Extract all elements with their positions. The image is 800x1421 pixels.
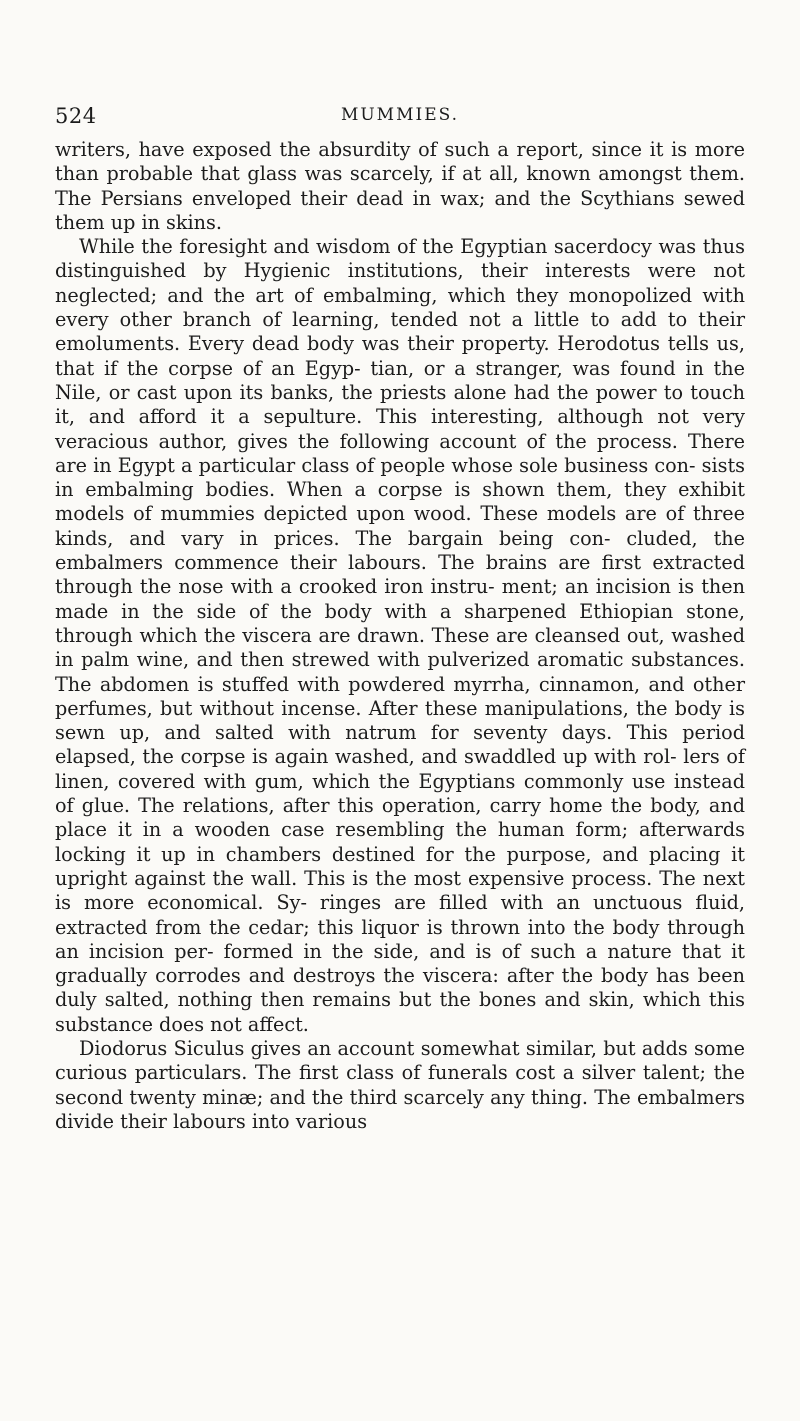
paragraph-embalming: While the foresight and wisdom of the Egyptian sacerdocy was thus distinguished by Hygienic institutions, their interests were not neglected; and the art of embalming, which they monopolized with every other branch of learning, tended not a little to add to their emoluments. Every dead body was their property. Herodotus tells us, that if the corpse of an Egyp- tian, or a stranger, was found in the Nile, or cast upon its banks, the priests alone had the power to touch it, and afford it a sepulture. This interesting, although not very veracious author, gives the following account of the process. There are in Egypt a particular class of people whose sole business con- sists in embalming bodies. When a corpse is shown them, they exhibit models of mummies depicted upon wood. These models are of three kinds, and vary in prices. The bargain being con- cluded, the embalmers commence their labours. The brains are first extracted through the nose with a crooked iron instru- ment; an incision is then made in the side of the body with a sharpened Ethiopian stone, through which the viscera are drawn. These are cleansed out, washed in palm wine, and then strewed with pulverized aromatic substances. The abdomen is stuffed with powdered myrrha, cinnamon, and other perfumes, but without incense. After these manipulations, the body is sewn up, and salted with natrum for seventy days. This period elapsed, the corpse is again washed, and swaddled up with rol- lers of linen, covered with gum, which the Egyptians commonly use instead of glue. The relations, after this operation, carry home the body, and place it in a wooden case resembling the human form; afterwards locking it up in chambers destined for the purpose, and placing it upright against the wall. This is the most expensive process. The next is more economical. Sy- ringes are filled with an unctuous fluid, extracted from the cedar; this liquor is thrown into the body through an incision per- formed in the side, and is of such a nature that it gradually corrodes and destroys the viscera: after the body has been duly salted, nothing then remains but the bones and skin, which this substance does not affect.: [55, 235, 745, 1036]
paragraph-diodorus: Diodorus Siculus gives an account somewhat similar, but adds some curious particulars. The first class of funerals cost a silver talent; the second twenty minæ; and the third scarcely any thing. The embalmers divide their labours into various: [55, 1036, 745, 1133]
body-text: [55, 138, 745, 1134]
page-number: 524: [55, 104, 97, 128]
paragraph-continuation: writers, have exposed the absurdity of such a report, since it is more than probable that glass was scarcely, if at all, known amongst them. The Persians enveloped their dead in wax; and the Scythians sewed them up in skins.: [55, 138, 745, 234]
page-header: [55, 104, 745, 132]
running-head: MUMMIES.: [340, 105, 460, 125]
